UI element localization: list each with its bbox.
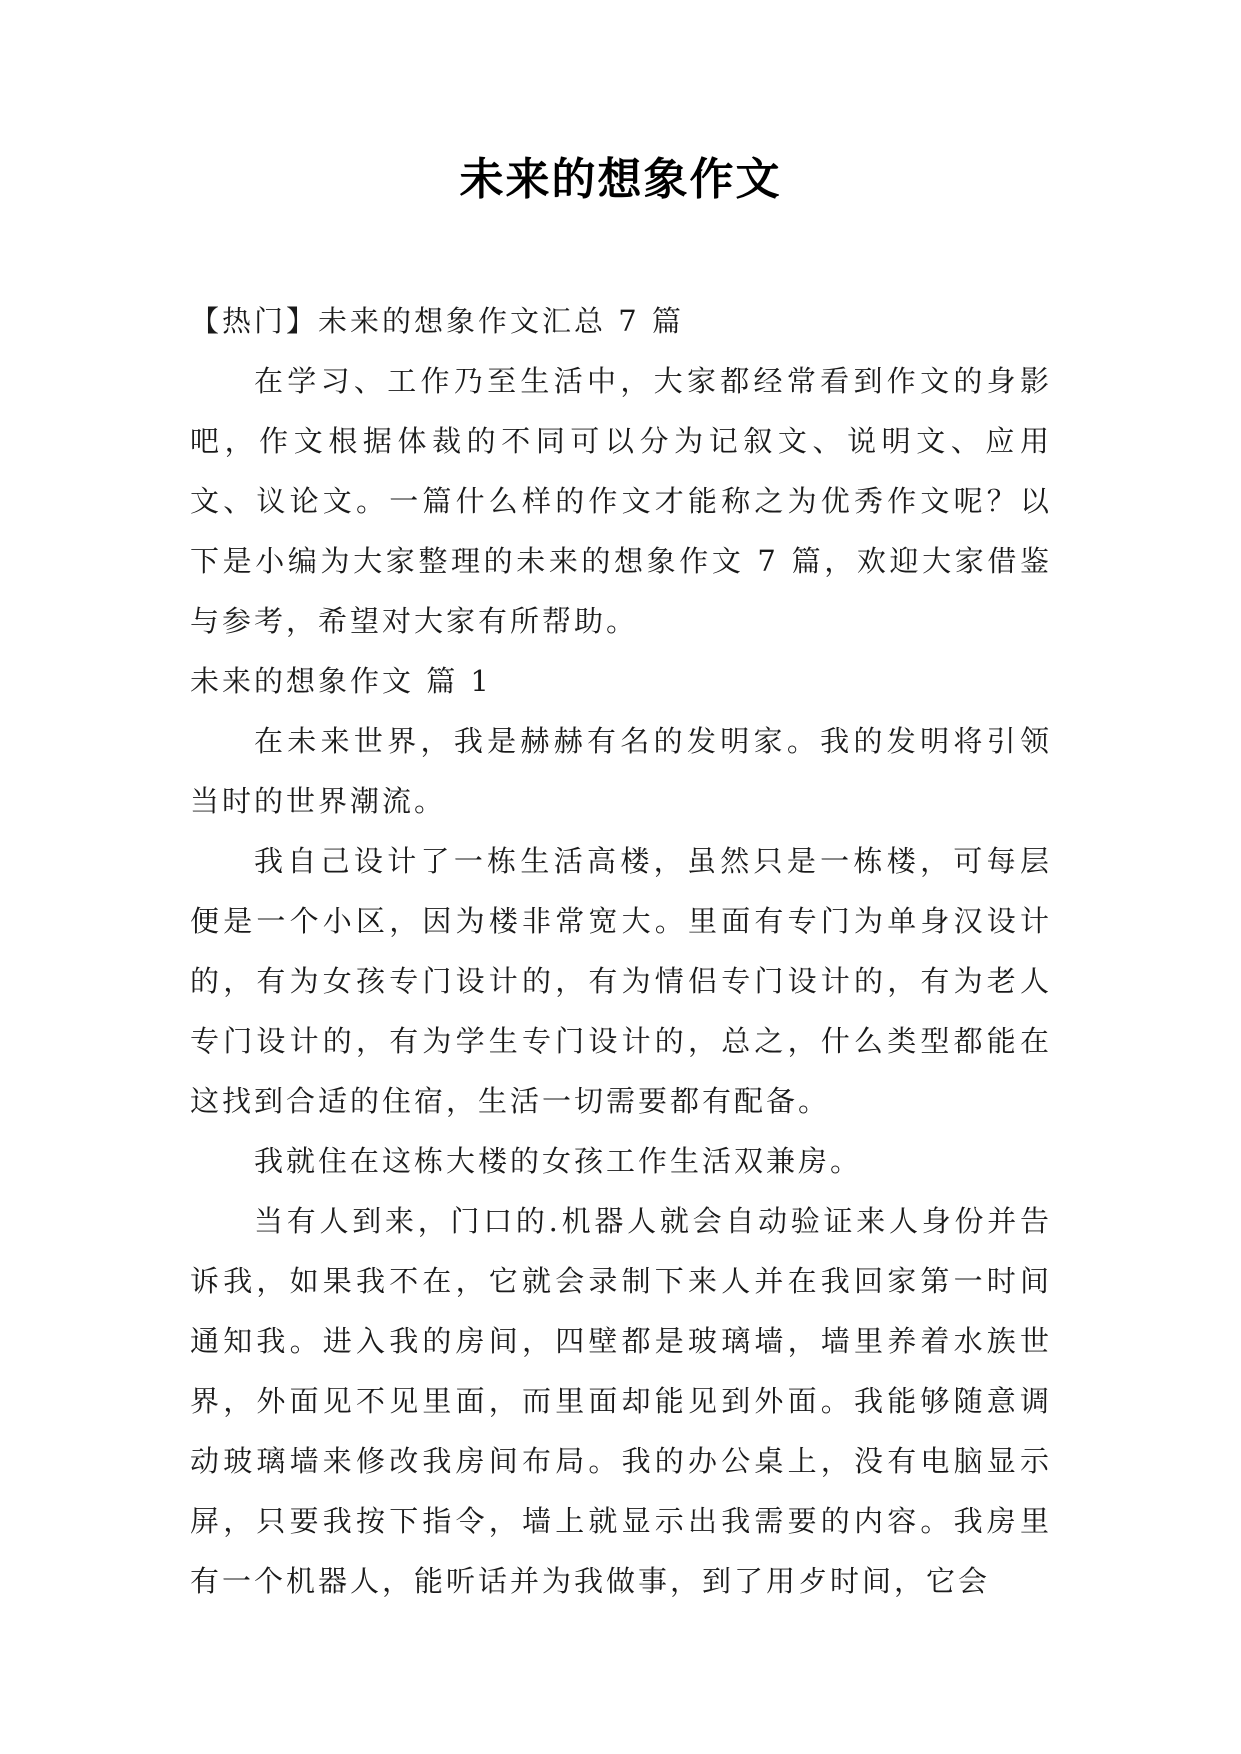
body-paragraph: 我就住在这栋大楼的女孩工作生活双兼房。 [254, 1144, 863, 1178]
body-paragraph: 在未来世界，我是赫赫有名的发明家。我的发明将引领当时的世界潮流。 [190, 724, 1052, 818]
body-paragraph: 我自己设计了一栋生活高楼，虽然只是一栋楼，可每层便是一个小区，因为楼非常宽大。里面有专门为单身汉设计的，有为女孩专门设计的，有为情侣专门设计的，有为老人专门设计的，有为学生专门设计的，总之，什么类型都能在这找到合适的住宿，生活一切需要都有配备。 [190, 844, 1052, 1118]
document-body [190, 291, 1052, 1611]
document-subtitle: 【热门】未来的想象作文汇总 7 篇 [190, 304, 684, 338]
section-heading: 未来的想象作文 篇 1 [190, 664, 492, 698]
document-title: 未来的想象作文 [459, 154, 782, 205]
body-paragraph: 当有人到来，门口的.机器人就会自动验证来人身份并告诉我，如果我不在，它就会录制下来人并在我回家第一时间通知我。进入我的房间，四壁都是玻璃墙，墙里养着水族世界，外面见不见里面，而里面却能见到外面。我能够随意调动玻璃墙来修改我房间布局。我的办公桌上，没有电脑显示屏，只要我按下指令，墙上就显示出我需要的内容。我房里有一个机器人，能听话并为我做事，到了用歺时间，它会 [190, 1204, 1052, 1598]
intro-paragraph: 在学习、工作乃至生活中，大家都经常看到作文的身影吧，作文根据体裁的不同可以分为记叙文、说明文、应用文、议论文。一篇什么样的作文才能称之为优秀作文呢？以下是小编为大家整理的未来的想象作文 7 篇，欢迎大家借鉴与参考，希望对大家有所帮助。 [190, 364, 1052, 638]
